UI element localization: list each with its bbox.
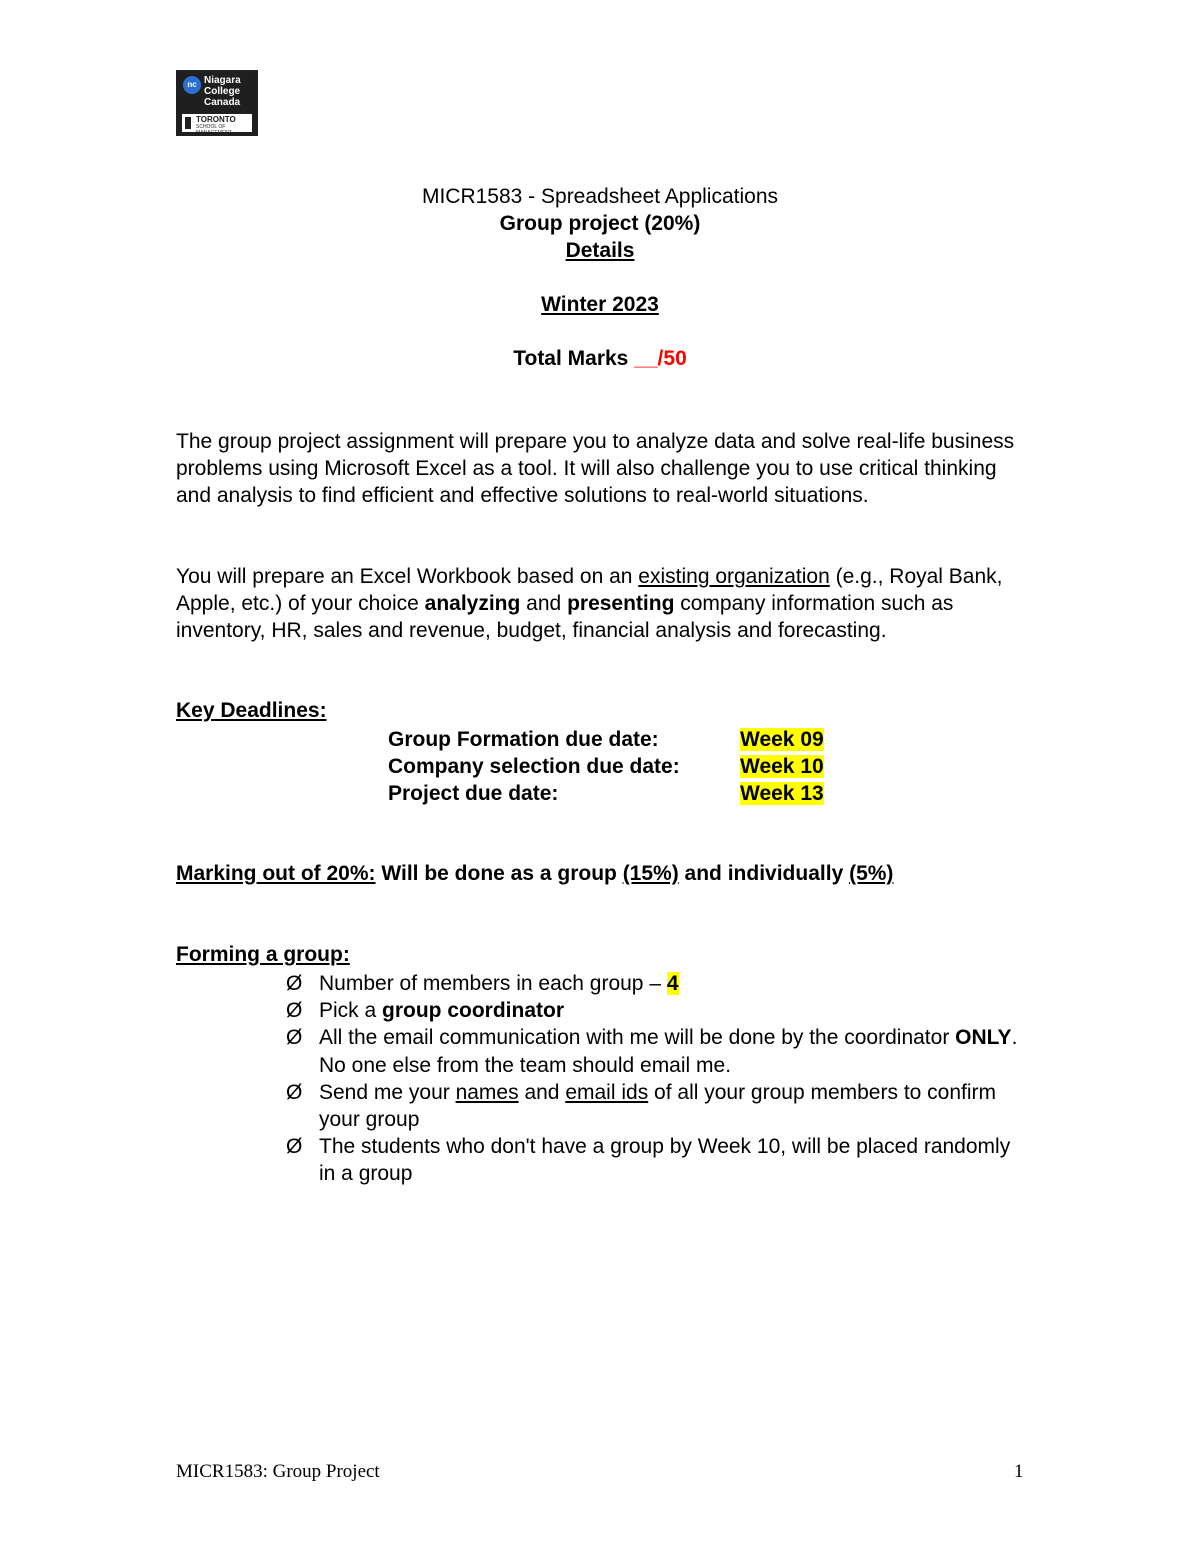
list-item xyxy=(286,970,1026,997)
list-item xyxy=(286,1079,1026,1133)
arrow-bullet-icon: Ø xyxy=(286,1080,303,1104)
arrow-bullet-icon: Ø xyxy=(286,999,303,1023)
logo-line-1: Niagara xyxy=(204,75,241,86)
text-run: . No one else from the team should email me. xyxy=(319,1026,1018,1077)
deadline-label: Company selection due date: xyxy=(388,755,680,778)
email-ids-text: email ids xyxy=(565,1080,649,1104)
text-run: Pick a xyxy=(319,999,383,1023)
forming-group-heading: Forming a group: xyxy=(176,943,350,966)
deadline-value: Week 09 xyxy=(740,728,824,751)
deadlines-heading: Key Deadlines: xyxy=(176,699,327,722)
only-text: ONLY xyxy=(955,1026,1012,1050)
presenting-text: presenting xyxy=(567,592,675,616)
text-run: Will be done as a group xyxy=(375,862,623,885)
text-run: All the email communication with me will be done by the coordinator xyxy=(319,1026,956,1050)
analyzing-text: analyzing xyxy=(424,592,521,616)
details-heading: Details xyxy=(565,239,635,262)
text-run: and individually xyxy=(678,862,850,885)
workbook-paragraph xyxy=(176,563,1026,645)
term-heading: Winter 2023 xyxy=(541,293,659,316)
deadline-value: Week 10 xyxy=(740,755,824,778)
group-coordinator-text: group coordinator xyxy=(382,999,565,1023)
intro-paragraph: The group project assignment will prepare you to analyze data and solve real-life business problems using Microsoft Excel as a tool. It will also challenge you to use critical thinking and analysis to find efficient and effective solutions to real-world situations. xyxy=(176,430,1015,508)
logo-campus-bar xyxy=(182,114,252,136)
footer-title: MICR1583: Group Project xyxy=(176,1461,380,1482)
deadline-row xyxy=(388,726,848,753)
college-logo xyxy=(176,70,258,136)
logo-line-3: Canada xyxy=(204,97,241,108)
deadline-label: Project due date: xyxy=(388,782,559,805)
marking-line xyxy=(176,862,893,886)
arrow-bullet-icon: Ø xyxy=(286,1026,303,1050)
arrow-bullet-icon: Ø xyxy=(286,972,303,995)
project-title: Group project (20%) xyxy=(499,212,701,235)
text-run: Number of members in each group – xyxy=(319,972,667,995)
group-rules-list xyxy=(286,970,1026,1188)
total-marks xyxy=(0,347,1200,371)
marking-label: Marking out of 20%: xyxy=(176,862,376,885)
text-run: and xyxy=(520,592,568,616)
text-run: The students who don't have a group by Week 10, will be placed randomly in a group xyxy=(319,1135,1011,1186)
deadline-row xyxy=(388,753,848,780)
deadlines-table xyxy=(388,726,848,807)
list-item xyxy=(286,1024,1026,1078)
arrow-bullet-icon: Ø xyxy=(286,1135,303,1159)
list-item xyxy=(286,997,1026,1024)
logo-line-2: College xyxy=(204,86,241,97)
logo-badge: nc xyxy=(183,76,201,94)
text-run: You will prepare an Excel Workbook based on an xyxy=(176,565,639,588)
total-marks-value: __/50 xyxy=(634,347,687,370)
logo-campus: TORONTO xyxy=(196,115,236,124)
text-run: company information such as inventory, HR, sales and revenue, budget, financial analysis and forecasting. xyxy=(176,592,954,643)
course-title: MICR1583 - Spreadsheet Applications xyxy=(421,185,779,208)
deadline-value: Week 13 xyxy=(740,782,824,805)
names-text: names xyxy=(455,1080,519,1104)
member-count: 4 xyxy=(666,972,679,995)
logo-campus-sub: SCHOOL OF MANAGEMENT xyxy=(196,124,232,136)
logo-mark-icon xyxy=(185,117,191,129)
deadline-row xyxy=(388,780,848,807)
page-number: 1 xyxy=(1014,1461,1024,1482)
text-run: Send me your xyxy=(319,1080,456,1104)
text-run: (e.g., Royal Bank, Apple, etc.) of your choice xyxy=(176,565,1003,616)
total-marks-label: Total Marks xyxy=(513,347,635,370)
group-percent: (15%) xyxy=(622,862,679,885)
list-item xyxy=(286,1133,1026,1187)
deadline-label: Group Formation due date: xyxy=(388,728,659,751)
individual-percent: (5%) xyxy=(849,862,894,885)
text-run: and xyxy=(518,1080,566,1104)
text-run: of all your group members to confirm your group xyxy=(319,1080,997,1132)
existing-organization-text: existing organization xyxy=(638,565,830,588)
